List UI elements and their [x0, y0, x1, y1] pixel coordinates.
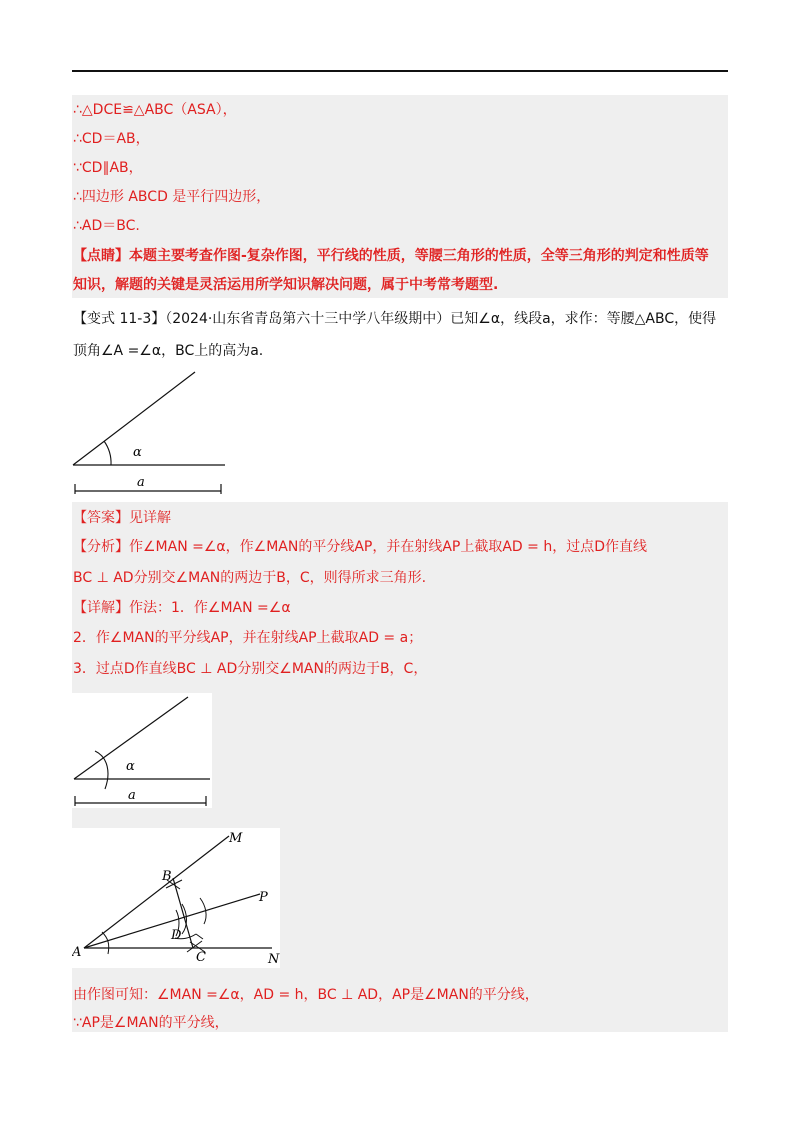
comment-line-1: [73, 246, 709, 266]
fig3-label-n: N: [268, 952, 280, 967]
conclusion-line-1: 由作图可知：∠MAN =∠α，AD = h，BC ⊥ AD，AP是∠MAN的平分线，: [73, 987, 539, 1003]
fig3-label-a: A: [72, 945, 82, 960]
fig3-label-b: B: [162, 869, 172, 884]
question-line-2: 顶角∠A =∠α，BC上的高为a.: [73, 343, 264, 359]
fig3-label-c: C: [196, 950, 206, 965]
header-rule: [72, 70, 728, 72]
proof-line-5: ∴AD＝BC.: [73, 218, 140, 234]
analysis-line-1: 【分析】作∠MAN =∠α，作∠MAN的平分线AP，并在射线AP上截取AD = h，过点D作直线: [73, 539, 647, 555]
detail-line-2: 2．作∠MAN的平分线AP，并在射线AP上截取AD = a；: [73, 630, 423, 646]
proof-line-1: ∴△DCE≌△ABC（ASA），: [73, 102, 237, 118]
conclusion-line-2: ∵AP是∠MAN的平分线，: [73, 1015, 229, 1031]
comment-text-1: 本题主要考查作图-复杂作图，平行线的性质，等腰三角形的性质，全等三角形的判定和性质等: [129, 248, 709, 264]
fig2-angle-label: α: [126, 759, 135, 774]
comment-tag: 【点睛】: [73, 248, 129, 264]
proof-line-3: ∵CD∥AB，: [73, 160, 143, 176]
fig3-label-p: P: [259, 890, 268, 905]
fig2-segment-label: a: [128, 788, 136, 803]
fig3-label-m: M: [229, 831, 243, 846]
question-line-1: 【变式 11-3】（2024·山东省青岛第六十三中学八年级期中）已知∠α，线段a，求作：等腰△ABC，使得: [73, 311, 717, 327]
proof-line-2: ∴CD＝AB，: [73, 131, 150, 147]
comment-line-2: 知识，解题的关键是灵活运用所学知识解决问题，属于中考常考题型.: [73, 277, 499, 293]
figure-triangle-construction: [72, 828, 280, 968]
fig1-angle-label: α: [133, 445, 142, 460]
detail-line-3: 3．过点D作直线BC ⊥ AD分别交∠MAN的两边于B，C，: [73, 661, 428, 677]
fig3-label-d: D: [171, 928, 182, 943]
figure-construction-step-1: [72, 693, 212, 808]
proof-line-4: ∴四边形 ABCD 是平行四边形，: [73, 189, 271, 205]
detail-line-1: 【详解】作法：1．作∠MAN =∠α: [73, 600, 291, 616]
figure-angle-alpha: [65, 365, 235, 495]
analysis-line-2: BC ⊥ AD分别交∠MAN的两边于B，C，则得所求三角形.: [73, 570, 427, 586]
fig1-segment-label: a: [137, 475, 145, 490]
answer-line: 【答案】见详解: [73, 510, 171, 526]
